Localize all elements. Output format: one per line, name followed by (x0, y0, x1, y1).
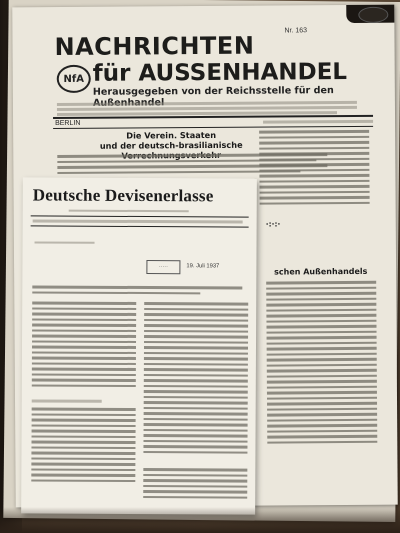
bottom-shadow (0, 507, 400, 533)
insert-stamp-date: 19. Juli 1937 (186, 263, 220, 270)
insert-right-column-lower (143, 468, 247, 502)
insert-right-column (143, 302, 248, 457)
devisenerlasse-insert (21, 177, 257, 514)
right-column-fragment: ·:·:· (265, 219, 281, 229)
dateline-blurred (263, 120, 373, 124)
place-label: BERLIN (55, 119, 81, 128)
insert-note-blurred (35, 241, 95, 243)
lead-headline-line2: und der deutsch-brasilianische (99, 139, 243, 151)
right-column-heading: schen Außenhandels (274, 266, 368, 277)
issue-number: Nr. 163 (284, 27, 308, 35)
insert-lead-blurred (32, 285, 242, 297)
insert-meta-blurred (33, 219, 243, 223)
insert-date-stamp: ····· (146, 260, 180, 274)
masthead-title-line2: für AUSSENHANDEL (92, 59, 348, 87)
newspaper-logo: NfA (57, 65, 91, 93)
insert-rule-2 (31, 225, 249, 227)
binder-clip (346, 5, 394, 23)
right-column-blurred-lower (266, 281, 377, 447)
insert-section-heading-blurred (32, 399, 102, 402)
masthead-subtitle: Herausgegeben von der Reichsstelle für den (92, 85, 334, 98)
masthead-title-line1: NACHRICHTEN (54, 31, 255, 62)
right-column-blurred (259, 130, 370, 208)
insert-left-column (32, 301, 136, 390)
insert-subtitle-blurred (69, 210, 189, 213)
insert-title: Deutsche Devisenerlasse (32, 185, 214, 206)
lead-headline-line1: Die Verein. Staaten (126, 129, 217, 141)
insert-rule (31, 215, 249, 217)
masthead-rule-2 (53, 126, 373, 129)
clip-ring-icon (358, 7, 388, 23)
insert-left-column-lower (31, 407, 135, 485)
